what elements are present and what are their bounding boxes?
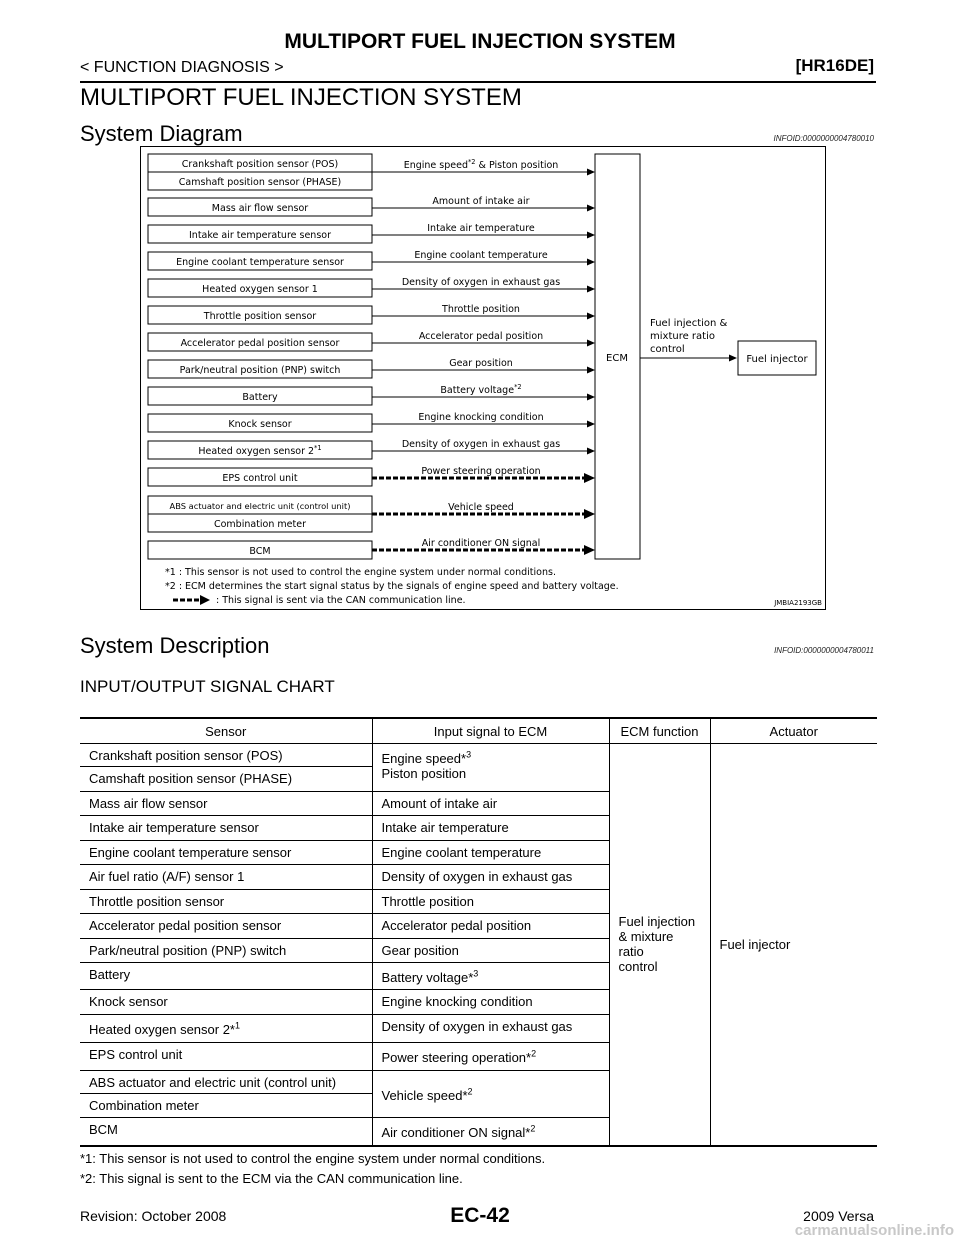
signal-label: Gear position (449, 358, 513, 369)
output-signal-line-3: control (650, 344, 685, 355)
sensor-text-heated-oxygen-2: Heated oxygen sensor 2*$^1$ (89, 1021, 240, 1038)
system-diagram (140, 146, 826, 610)
diagram-note-2: *2 : ECM determines the start signal status by the signals of engine speed and battery voltage. (165, 581, 619, 592)
sensor-box-label: Accelerator pedal position sensor (180, 338, 340, 349)
signal-chart-table (80, 717, 877, 1147)
signal-text-vehicle-speed: Vehicle speed*$^2$ (381, 1086, 473, 1104)
footer-model: 2009 Versa (803, 1208, 874, 1224)
signal-cell (372, 1118, 609, 1146)
footnote-2: *2: This signal is sent to the ECM via the CAN communication line. (80, 1171, 463, 1186)
signal-label: Accelerator pedal position (418, 331, 544, 342)
sensor-box-label: Knock sensor (228, 419, 292, 430)
sensor-cell: Air fuel ratio (A/F) sensor 1 (80, 865, 372, 890)
signal-label: Air conditioner ON signal (421, 538, 541, 549)
signal-label: Density of oxygen in exhaust gas (401, 439, 561, 450)
page-title: MULTIPORT FUEL INJECTION SYSTEM (284, 30, 676, 53)
signal-cell: Throttle position (372, 890, 609, 914)
signal-label: Battery voltage$^{*2}$ (440, 383, 522, 396)
sensor-cell: Crankshaft position sensor (POS) (80, 744, 372, 767)
header-input-signal: Input signal to ECM (372, 718, 609, 744)
diagram-note-1: *1 : This sensor is not used to control the engine system under normal conditions. (165, 567, 556, 578)
signal-cell (372, 1043, 609, 1071)
header-sensor: Sensor (80, 718, 372, 744)
header-ecm-function: ECM function (609, 718, 710, 744)
system-description-heading: System Description (80, 633, 270, 658)
watermark: carmanualsonline.info (794, 1222, 954, 1239)
sensor-cell: Combination meter (80, 1094, 372, 1118)
footnote-1: *1: This sensor is not used to control the engine system under normal conditions. (80, 1151, 546, 1166)
ecm-label: ECM (606, 353, 628, 364)
system-diagram-heading: System Diagram (80, 121, 243, 146)
sensor-cell: BCM (80, 1118, 372, 1146)
signal-cell (372, 744, 609, 792)
system-diagram-info-id: INFOID:0000000004780010 (773, 134, 874, 143)
sensor-box-label: BCM (249, 546, 271, 557)
signal-cell (372, 1071, 609, 1118)
signal-label: Engine speed$^{*2}$ & Piston position (403, 158, 559, 171)
signal-text-power-steering: Power steering operation*$^2$ (381, 1049, 537, 1066)
sensor-box-label: Park/neutral position (PNP) switch (179, 365, 341, 376)
signal-cell: Engine coolant temperature (372, 841, 609, 865)
signal-label: Throttle position (442, 304, 520, 315)
signal-cell: Amount of intake air (372, 792, 609, 816)
system-description-info-id: INFOID:0000000004780011 (774, 646, 874, 655)
signal-text-engine-speed: Engine speed*$^3$ Piston position (381, 750, 472, 782)
signal-cell: Density of oxygen in exhaust gas (372, 865, 609, 890)
footer-page-number: EC-42 (450, 1204, 510, 1227)
sensor-box-label: Engine coolant temperature sensor (176, 257, 344, 268)
sensor-cell: Camshaft position sensor (PHASE) (80, 767, 372, 792)
signal-label: Density of oxygen in exhaust gas (401, 277, 561, 288)
sensor-cell: EPS control unit (80, 1043, 372, 1071)
figure-id: JMBIA2193GB (774, 599, 822, 607)
sensor-box-label: EPS control unit (222, 473, 298, 484)
signal-label: Intake air temperature (427, 223, 535, 234)
sensor-cell: Knock sensor (80, 990, 372, 1015)
sensor-box-label: Heated oxygen sensor 2$^{*1}$ (198, 444, 322, 457)
signal-cell: Gear position (372, 939, 609, 963)
actuator-cell: Fuel injector (710, 744, 877, 1146)
sensor-box-label: Intake air temperature sensor (189, 230, 331, 241)
header-actuator: Actuator (710, 718, 877, 744)
sensor-cell: Park/neutral position (PNP) switch (80, 939, 372, 963)
fuel-injector-label: Fuel injector (746, 354, 808, 365)
signal-text-air-conditioner: Air conditioner ON signal*$^2$ (381, 1124, 536, 1141)
sensor-box-label: ABS actuator and electric unit (control unit) (169, 501, 351, 511)
signal-cell: Accelerator pedal position (372, 914, 609, 939)
sensor-cell: Engine coolant temperature sensor (80, 841, 372, 865)
sensor-box-label: Battery (242, 392, 278, 403)
output-signal-line-2: mixture ratio (650, 331, 715, 342)
sensor-cell: Intake air temperature sensor (80, 816, 372, 841)
signal-label: Engine knocking condition (418, 412, 544, 423)
sensor-cell: Battery (80, 963, 372, 990)
footer-revision: Revision: October 2008 (80, 1208, 227, 1224)
signal-cell: Engine knocking condition (372, 990, 609, 1015)
signal-text-battery: Battery voltage*$^3$ (381, 969, 479, 986)
signal-label: Amount of intake air (432, 196, 530, 207)
breadcrumb: < FUNCTION DIAGNOSIS > (80, 59, 284, 76)
signal-cell: Intake air temperature (372, 816, 609, 841)
output-signal-line-1: Fuel injection & (650, 318, 728, 329)
sensor-box-label: Combination meter (213, 519, 307, 530)
ecm-function-text: Fuel injection & mixture ratio control (618, 914, 696, 975)
signal-cell (372, 963, 609, 990)
sensor-cell: Throttle position sensor (80, 890, 372, 914)
header-rule (80, 81, 876, 83)
sensor-cell: Accelerator pedal position sensor (80, 914, 372, 939)
diagram-note-3: : This signal is sent via the CAN communication line. (216, 595, 466, 606)
sensor-cell (80, 1015, 372, 1043)
section-title: MULTIPORT FUEL INJECTION SYSTEM (80, 84, 522, 111)
engine-model-label: [HR16DE] (795, 56, 874, 75)
sensor-box-label: Throttle position sensor (203, 311, 317, 322)
table-row (80, 744, 877, 767)
sensor-cell: ABS actuator and electric unit (control unit) (80, 1071, 372, 1094)
ecm-function-cell (609, 744, 710, 1146)
sensor-box-label: Camshaft position sensor (PHASE) (178, 177, 342, 188)
signal-label: Power steering operation (421, 466, 541, 477)
signal-label: Vehicle speed (448, 502, 514, 513)
signal-label: Engine coolant temperature (414, 250, 548, 261)
sensor-cell: Mass air flow sensor (80, 792, 372, 816)
sensor-box-label: Crankshaft position sensor (POS) (181, 159, 339, 170)
signal-chart-heading: INPUT/OUTPUT SIGNAL CHART (80, 677, 335, 696)
table-header-row (80, 718, 877, 744)
sensor-box-label: Mass air flow sensor (211, 203, 309, 214)
signal-cell: Density of oxygen in exhaust gas (372, 1015, 609, 1043)
sensor-box-label: Heated oxygen sensor 1 (202, 284, 318, 295)
